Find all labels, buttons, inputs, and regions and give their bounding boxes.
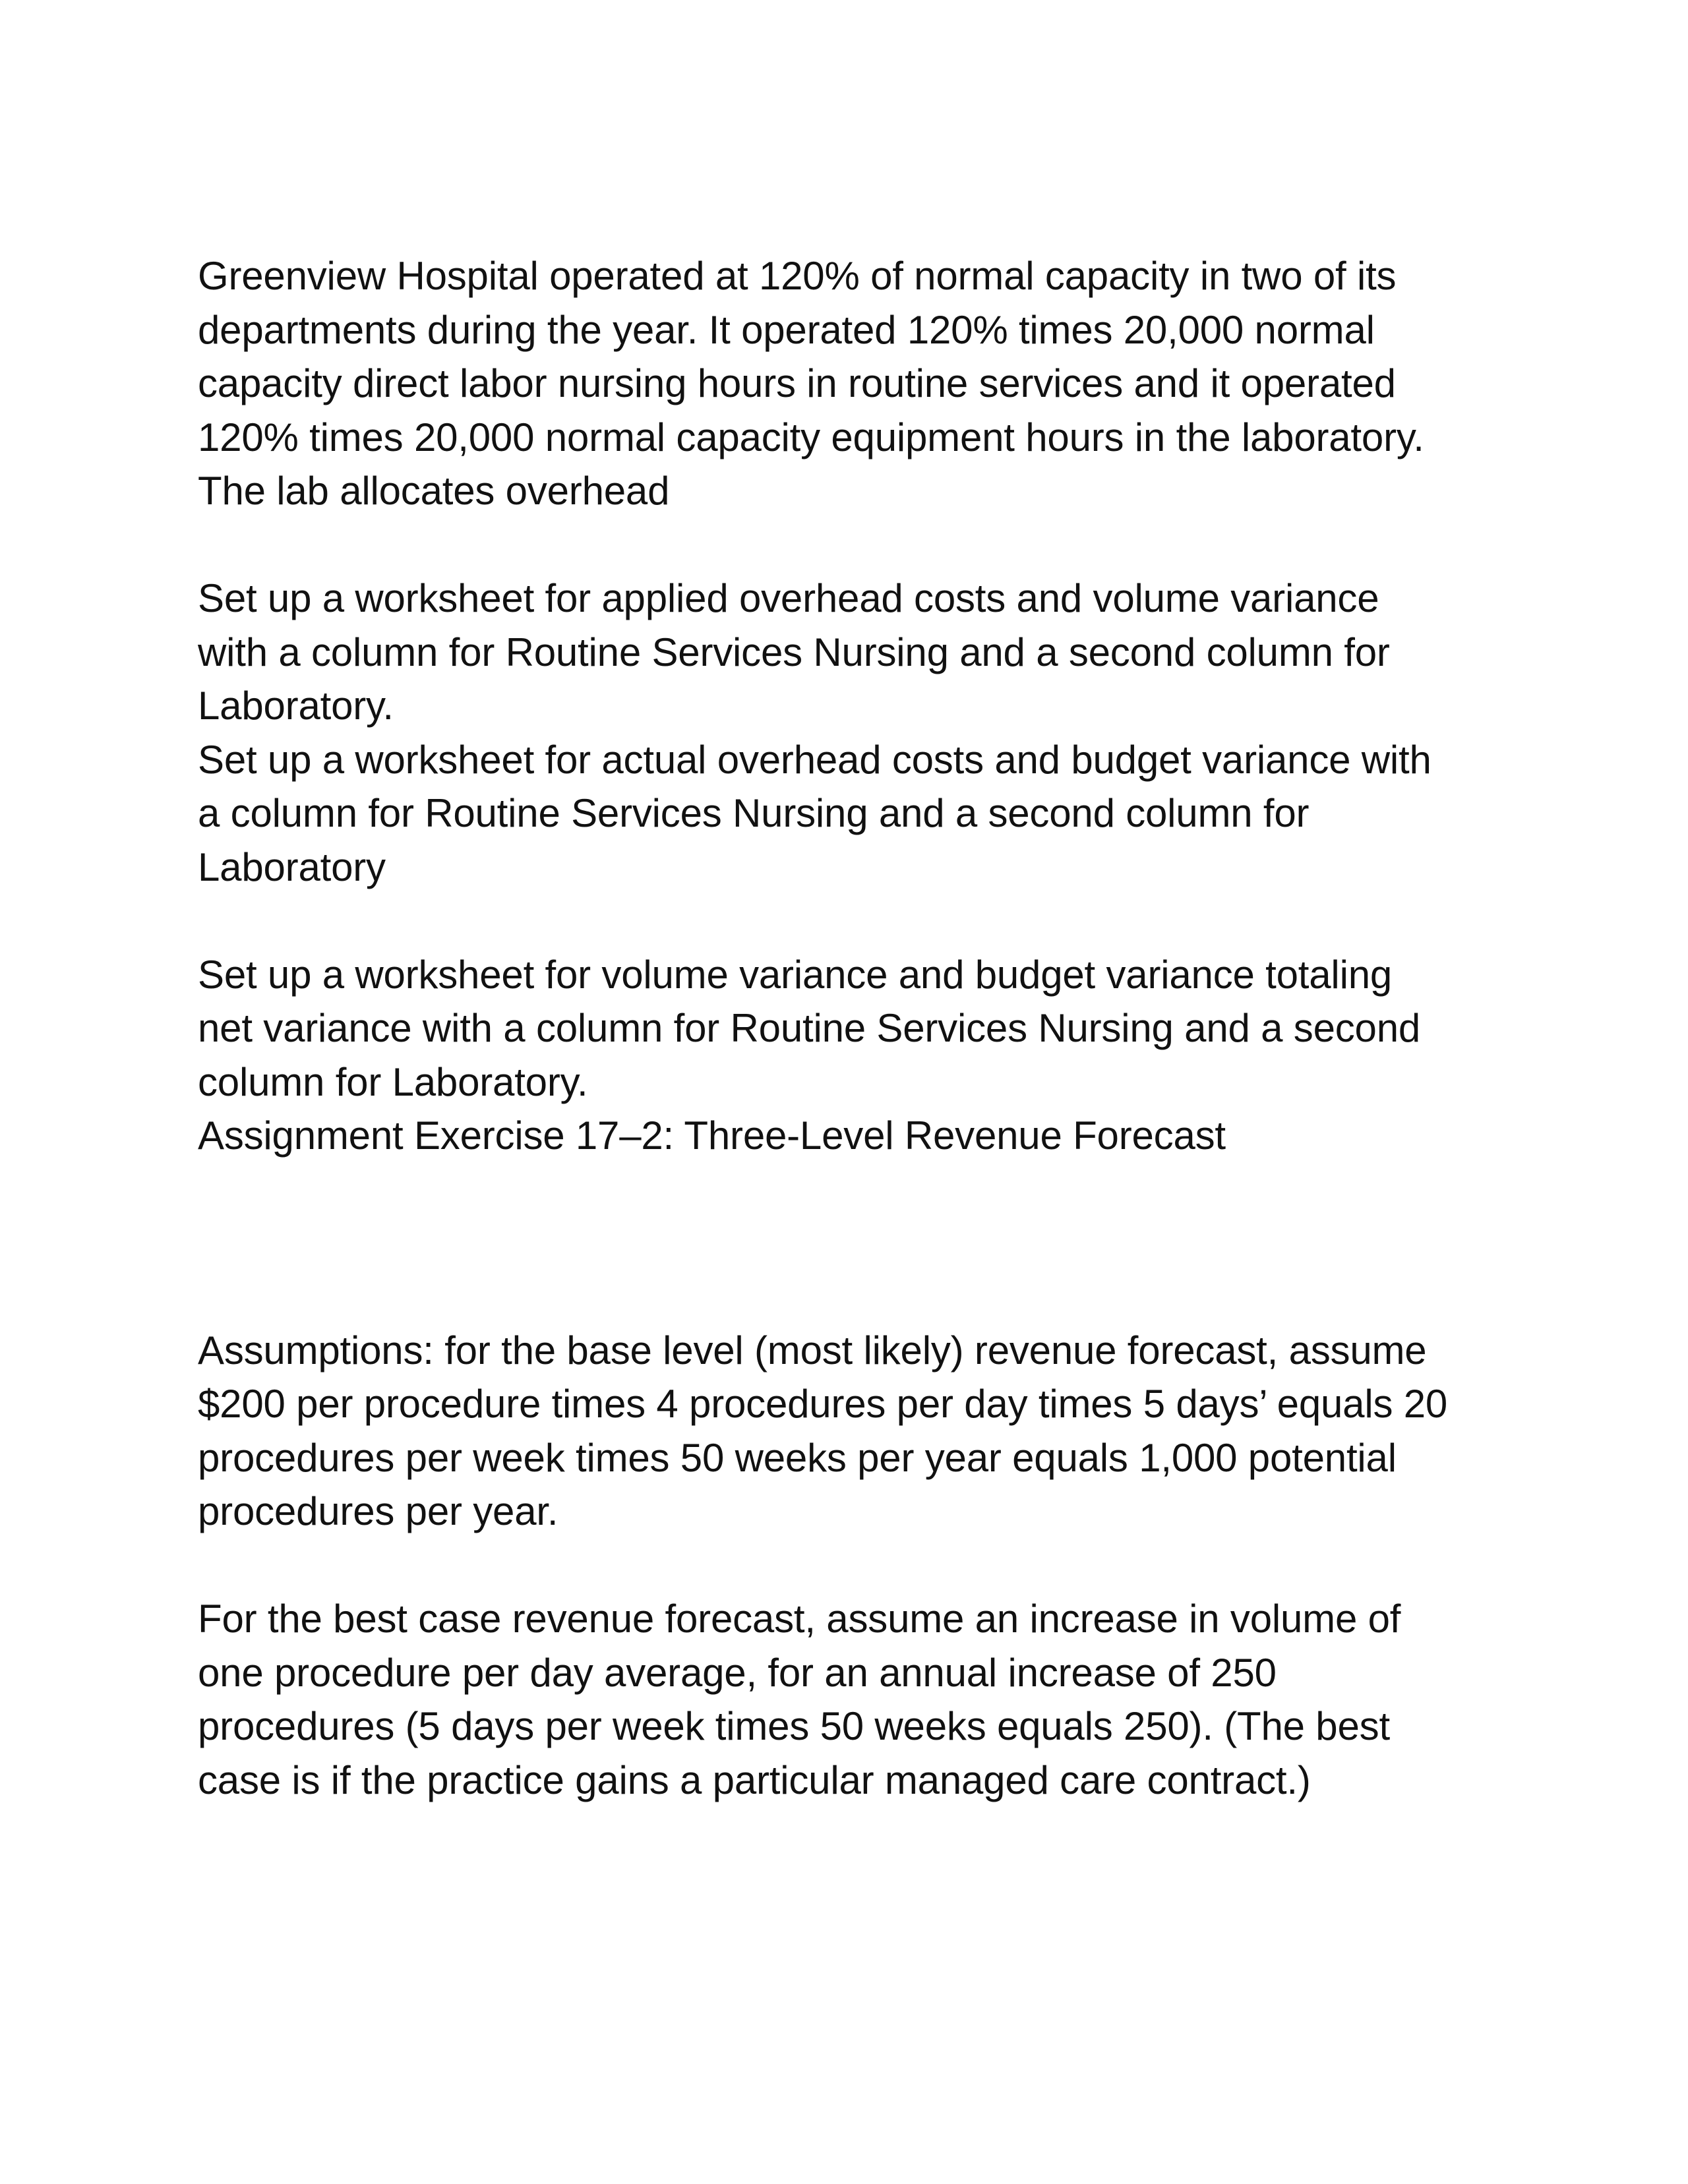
- text-line: Set up a worksheet for volume variance and budget variance totaling: [198, 952, 1393, 997]
- text-line: For the best case revenue forecast, assume an increase in volume of: [198, 1597, 1401, 1641]
- paragraph-best-case: [198, 1592, 1517, 1807]
- text-line: procedures per week times 50 weeks per year equals 1,000 potential: [198, 1435, 1397, 1480]
- text-line: 120% times 20,000 normal capacity equipment hours in the laboratory.: [198, 415, 1424, 459]
- text-line: procedures per year.: [198, 1489, 558, 1533]
- text-line: departments during the year. It operated 120% times 20,000 normal: [198, 307, 1375, 352]
- text-line: column for Laboratory.: [198, 1059, 588, 1104]
- paragraph-spacer: [198, 894, 1517, 948]
- text-line: Assumptions: for the base level (most likely) revenue forecast, assume: [198, 1328, 1427, 1372]
- text-line: $200 per procedure times 4 procedures per day times 5 days’ equals 20: [198, 1382, 1448, 1426]
- text-line: Greenview Hospital operated at 120% of normal capacity in two of its: [198, 254, 1397, 298]
- text-line: procedures (5 days per week times 50 weeks equals 250). (The best: [198, 1704, 1390, 1748]
- paragraph-spacer: [198, 1539, 1517, 1593]
- paragraph-greenview-hospital: [198, 249, 1517, 518]
- text-line: capacity direct labor nursing hours in routine services and it operated: [198, 361, 1396, 405]
- text-line: The lab allocates overhead: [198, 469, 670, 513]
- document-body: [198, 249, 1517, 1807]
- text-line: a column for Routine Services Nursing and a second column for: [198, 791, 1310, 835]
- text-line: case is if the practice gains a particular managed care contract.): [198, 1757, 1311, 1802]
- text-line: Laboratory.: [198, 684, 394, 728]
- text-line: Set up a worksheet for applied overhead costs and volume variance: [198, 576, 1379, 620]
- paragraph-variance-worksheet: [198, 948, 1517, 1163]
- text-line: Laboratory: [198, 844, 386, 889]
- assignment-heading: Assignment Exercise 17–2: Three-Level Revenue Forecast: [198, 1113, 1226, 1158]
- text-line: Set up a worksheet for actual overhead costs and budget variance with: [198, 737, 1432, 782]
- paragraph-assumptions: [198, 1324, 1517, 1539]
- text-line: one procedure per day average, for an annual increase of 250: [198, 1650, 1277, 1695]
- paragraph-spacer: [198, 518, 1517, 572]
- section-spacer: [198, 1163, 1517, 1324]
- text-line: with a column for Routine Services Nursing and a second column for: [198, 630, 1390, 674]
- paragraph-worksheet-instructions: [198, 572, 1517, 894]
- text-line: net variance with a column for Routine Services Nursing and a second: [198, 1006, 1421, 1050]
